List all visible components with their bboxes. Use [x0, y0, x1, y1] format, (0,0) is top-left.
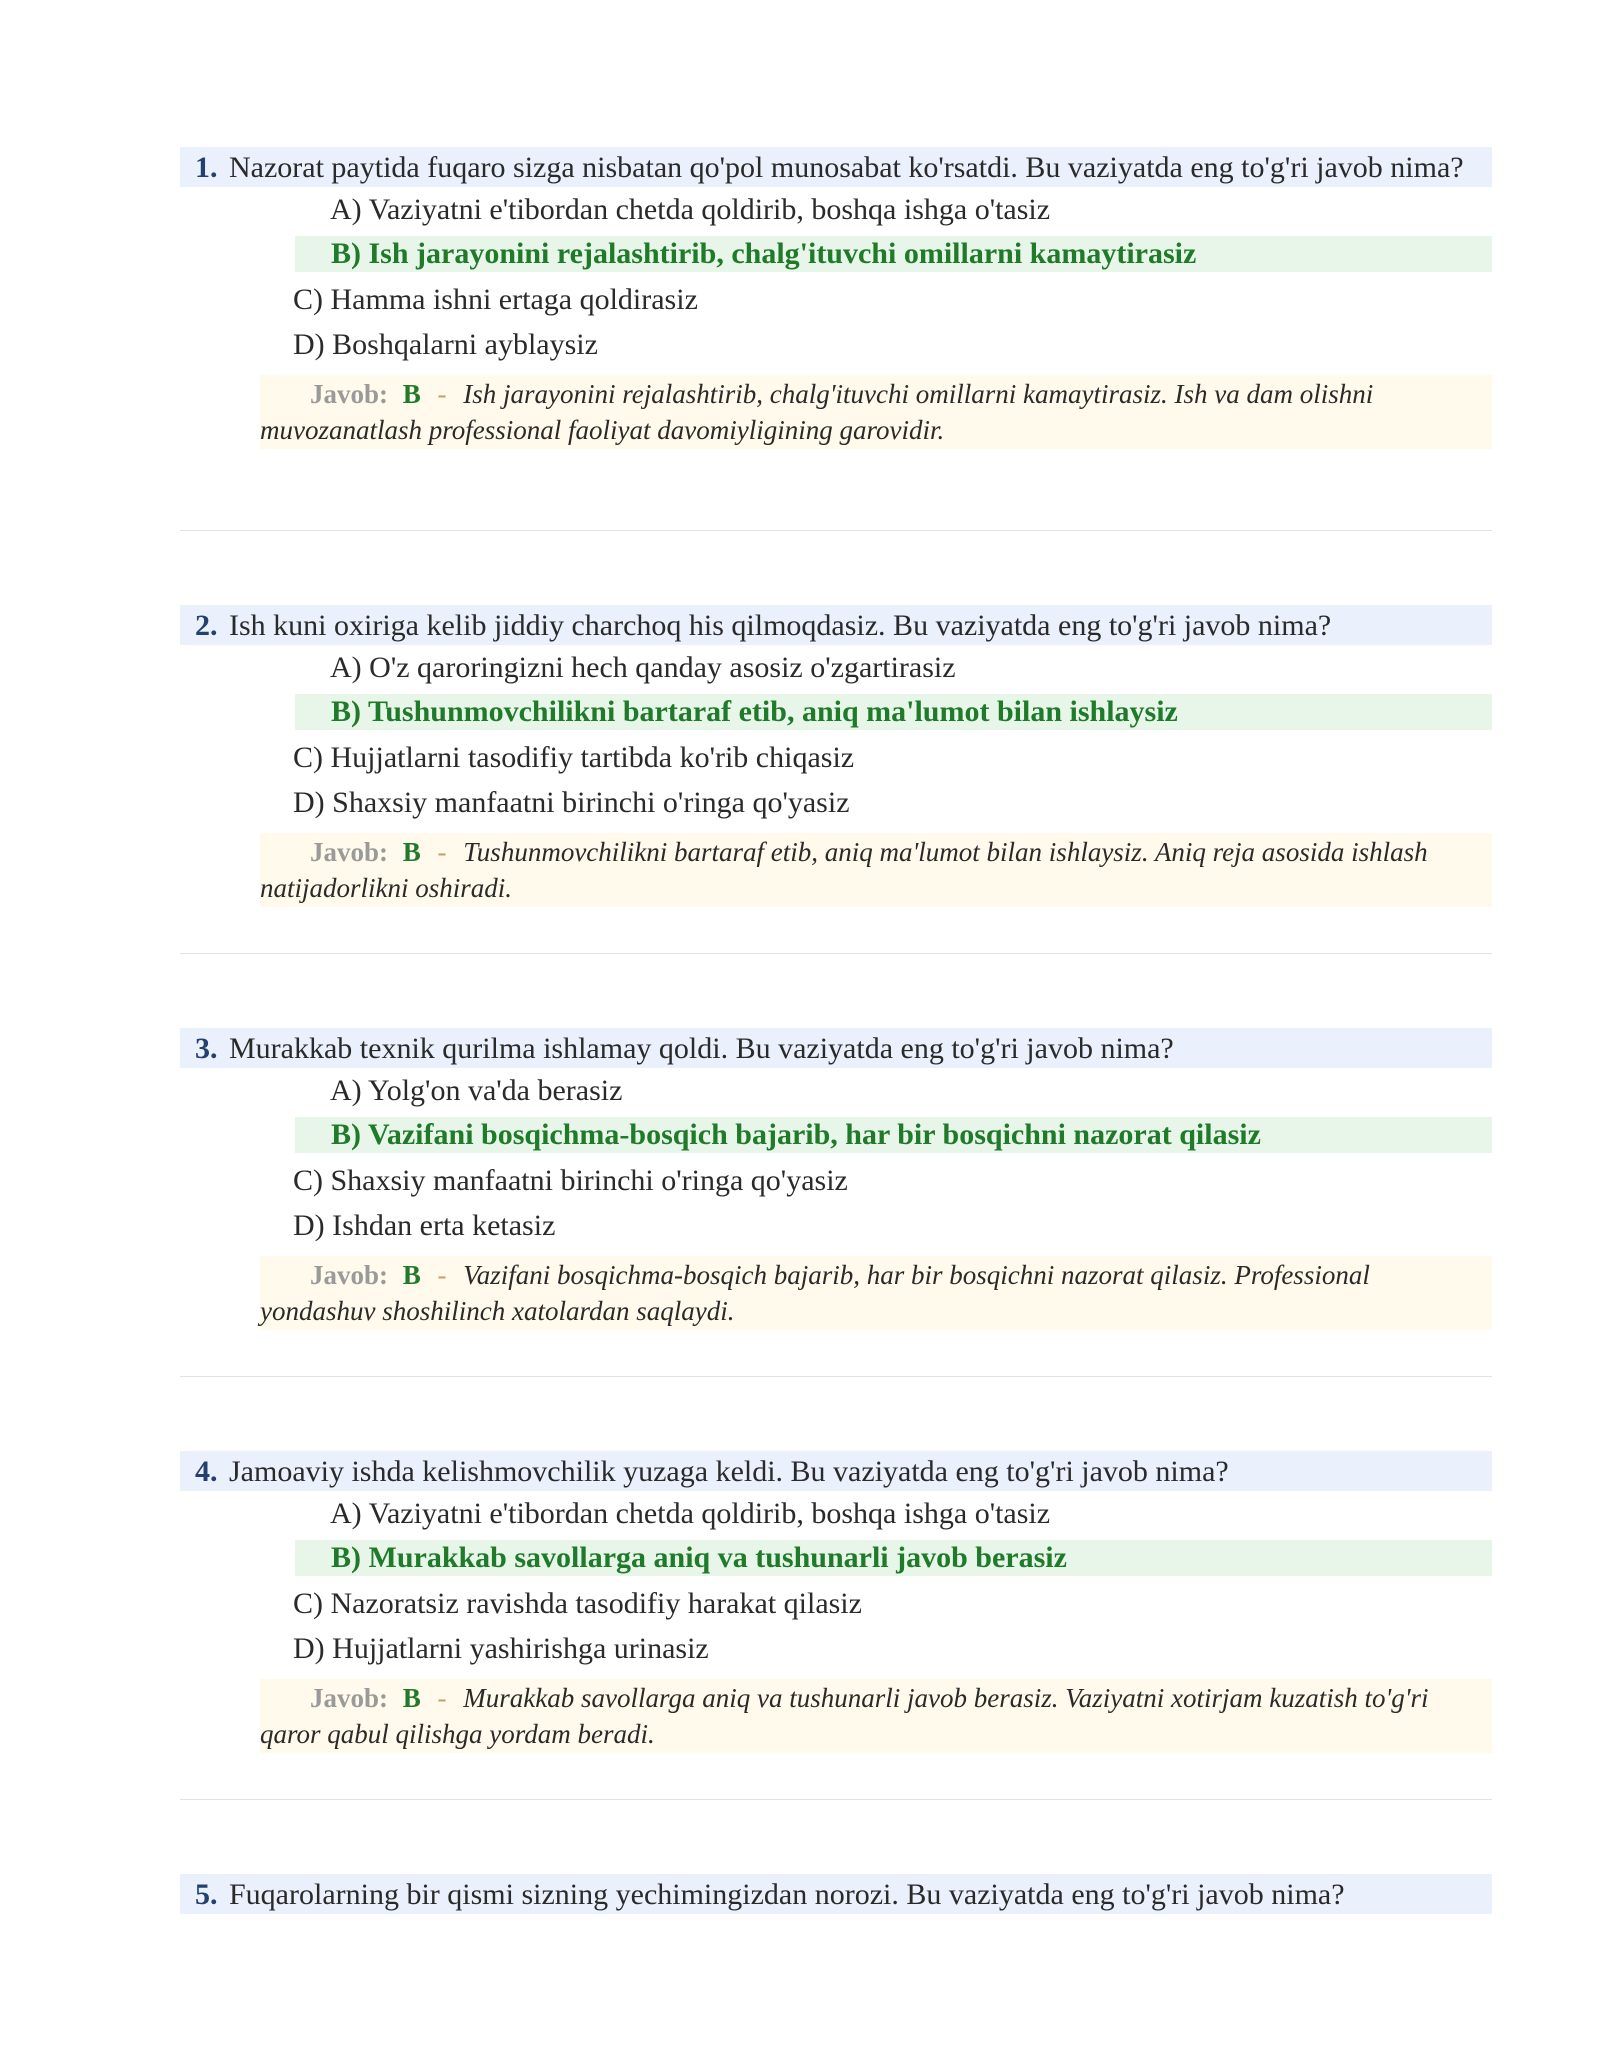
answer-box: [260, 833, 1492, 907]
answer-explanation: Tushunmovchilikni bartaraf etib, aniq ma'lumot bilan ishlaysiz. Aniq reja asosida ishlash natijadorlikni oshiradi.: [260, 837, 1428, 903]
answer-label: Javob:: [310, 1260, 389, 1290]
question-2: [180, 605, 1492, 907]
question-5: [180, 1874, 1492, 1914]
option-b-correct: B) Vazifani bosqichma-bosqich bajarib, har bir bosqichni nazorat qilasiz: [295, 1117, 1492, 1153]
answer-separator: -: [437, 379, 447, 409]
option-c: C) Nazoratsiz ravishda tasodifiy harakat qilasiz: [293, 1587, 862, 1620]
option-a: A) Vaziyatni e'tibordan chetda qoldirib, boshqa ishga o'tasiz: [330, 1497, 1051, 1530]
answer-separator: -: [437, 837, 447, 867]
option-a: A) O'z qaroringizni hech qanday asosiz o'zgartirasiz: [330, 651, 956, 684]
option-a: A) Vaziyatni e'tibordan chetda qoldirib, boshqa ishga o'tasiz: [330, 193, 1051, 226]
option-b-correct: B) Ish jarayonini rejalashtirib, chalg'ituvchi omillarni kamaytirasiz: [295, 236, 1492, 272]
answer-explanation: Vazifani bosqichma-bosqich bajarib, har bir bosqichni nazorat qilasiz. Professional yondashuv shoshilinch xatolardan saqlaydi.: [260, 1260, 1370, 1326]
question-header: [180, 1451, 1492, 1491]
answer-explanation: Ish jarayonini rejalashtirib, chalg'ituvchi omillarni kamaytirasiz. Ish va dam olishni muvozanatlash professional faoliyat davomiyligining garovidir.: [260, 379, 1374, 445]
answer-box: [260, 375, 1492, 449]
option-a: A) Yolg'on va'da berasiz: [330, 1074, 623, 1107]
option-d: D) Shaxsiy manfaatni birinchi o'ringa qo'yasiz: [293, 786, 850, 819]
question-text: Nazorat paytida fuqaro sizga nisbatan qo'pol munosabat ko'rsatdi. Bu vaziyatda eng to'g'ri javob nima?: [229, 151, 1464, 184]
option-c: C) Hamma ishni ertaga qoldirasiz: [293, 283, 698, 316]
option-d: D) Boshqalarni ayblaysiz: [293, 328, 598, 361]
question-number: 3.: [195, 1032, 218, 1065]
question-number: 2.: [195, 609, 218, 642]
option-c: C) Hujjatlarni tasodifiy tartibda ko'rib chiqasiz: [293, 741, 855, 774]
question-4: [180, 1451, 1492, 1753]
question-divider: [180, 1799, 1492, 1800]
option-d: D) Hujjatlarni yashirishga urinasiz: [293, 1632, 709, 1665]
option-c: C) Shaxsiy manfaatni birinchi o'ringa qo'yasiz: [293, 1164, 848, 1197]
answer-letter: B: [402, 379, 421, 409]
answer-separator: -: [437, 1683, 447, 1713]
question-header: [180, 1874, 1492, 1914]
question-number: 5.: [195, 1878, 218, 1911]
question-divider: [180, 953, 1492, 954]
answer-letter: B: [402, 1683, 421, 1713]
question-number: 4.: [195, 1455, 218, 1488]
question-text: Jamoaviy ishda kelishmovchilik yuzaga keldi. Bu vaziyatda eng to'g'ri javob nima?: [229, 1455, 1229, 1488]
question-header: [180, 605, 1492, 645]
question-3: [180, 1028, 1492, 1330]
question-text: Ish kuni oxiriga kelib jiddiy charchoq his qilmoqdasiz. Bu vaziyatda eng to'g'ri javob nima?: [229, 609, 1332, 642]
question-1: [180, 147, 1492, 449]
option-b-correct: B) Tushunmovchilikni bartaraf etib, aniq ma'lumot bilan ishlaysiz: [295, 694, 1492, 730]
question-header: [180, 1028, 1492, 1068]
answer-label: Javob:: [310, 1683, 389, 1713]
answer-box: [260, 1679, 1492, 1753]
question-divider: [180, 530, 1492, 531]
answer-letter: B: [402, 1260, 421, 1290]
question-number: 1.: [195, 151, 218, 184]
option-d: D) Ishdan erta ketasiz: [293, 1209, 556, 1242]
answer-label: Javob:: [310, 379, 389, 409]
question-divider: [180, 1376, 1492, 1377]
answer-explanation: Murakkab savollarga aniq va tushunarli javob berasiz. Vaziyatni xotirjam kuzatish to'g'ri qaror qabul qilishga yordam beradi.: [260, 1683, 1429, 1749]
answer-letter: B: [402, 837, 421, 867]
question-text: Fuqarolarning bir qismi sizning yechimingizdan norozi. Bu vaziyatda eng to'g'ri javob nima?: [229, 1878, 1345, 1911]
answer-separator: -: [437, 1260, 447, 1290]
option-b-correct: B) Murakkab savollarga aniq va tushunarli javob berasiz: [295, 1540, 1492, 1576]
answer-box: [260, 1256, 1492, 1330]
answer-label: Javob:: [310, 837, 389, 867]
question-header: [180, 147, 1492, 187]
question-text: Murakkab texnik qurilma ishlamay qoldi. Bu vaziyatda eng to'g'ri javob nima?: [229, 1032, 1174, 1065]
